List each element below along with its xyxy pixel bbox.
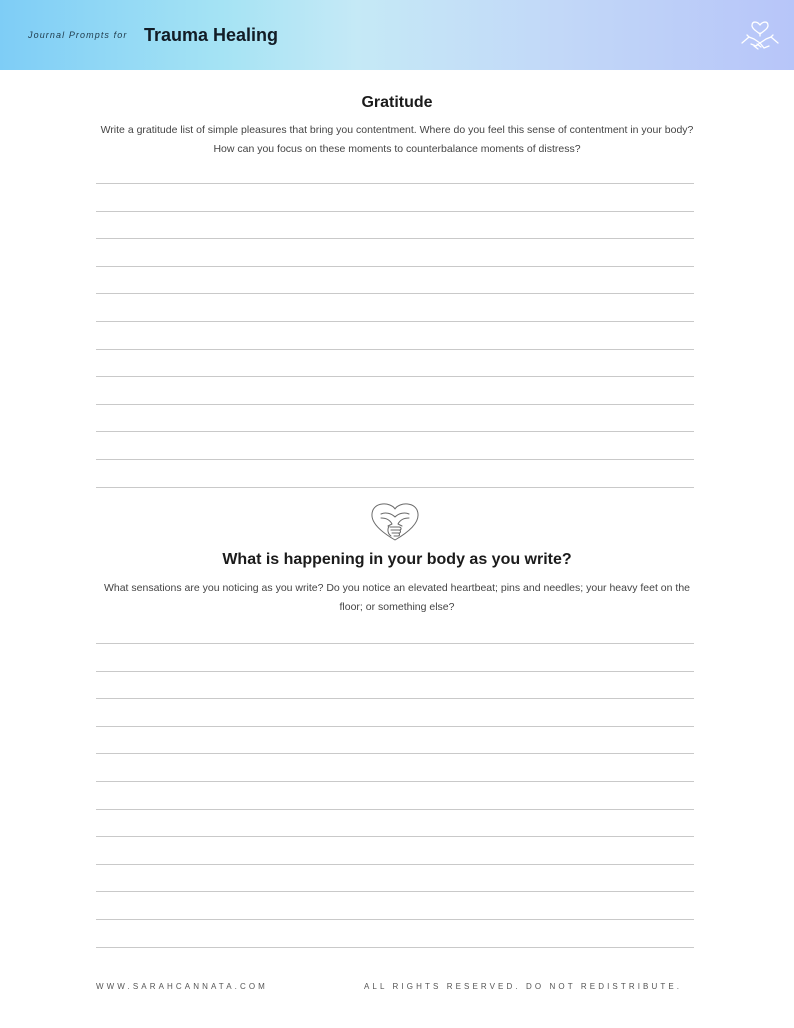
- writing-line[interactable]: [96, 781, 694, 782]
- footer-rights: ALL RIGHTS RESERVED. DO NOT REDISTRIBUTE.: [364, 982, 683, 991]
- section-prompt-gratitude: Write a gratitude list of simple pleasures that bring you contentment. Where do you feel this sense of contentment in your body? How can you focus on these moments to counterbalance moments of distress?: [100, 124, 694, 155]
- writing-line[interactable]: [96, 947, 694, 948]
- writing-line[interactable]: [96, 293, 694, 294]
- writing-line[interactable]: [96, 238, 694, 239]
- writing-line[interactable]: [96, 643, 694, 644]
- writing-line[interactable]: [96, 376, 694, 377]
- writing-line[interactable]: [96, 183, 694, 184]
- heart-hands-icon: [738, 12, 782, 56]
- writing-line[interactable]: [96, 864, 694, 865]
- writing-line[interactable]: [96, 809, 694, 810]
- section-title-gratitude: Gratitude: [361, 94, 433, 111]
- writing-line[interactable]: [96, 836, 694, 837]
- writing-line[interactable]: [96, 459, 694, 460]
- writing-line[interactable]: [96, 487, 694, 488]
- footer-website: WWW.SARAHCANNATA.COM: [96, 982, 268, 991]
- section-prompt-body: What sensations are you noticing as you write? Do you notice an elevated heartbeat; pins and needles; your heavy feet on the floor; or something else?: [103, 582, 691, 613]
- writing-line[interactable]: [96, 726, 694, 727]
- writing-line[interactable]: [96, 211, 694, 212]
- page-header: [0, 0, 794, 70]
- writing-line[interactable]: [96, 919, 694, 920]
- header-title: Trauma Healing: [144, 25, 279, 45]
- writing-line[interactable]: [96, 891, 694, 892]
- section-title-body: What is happening in your body as you write?: [222, 551, 572, 568]
- writing-line[interactable]: [96, 698, 694, 699]
- heart-hug-icon: [369, 500, 421, 542]
- writing-line[interactable]: [96, 266, 694, 267]
- writing-line[interactable]: [96, 753, 694, 754]
- writing-line[interactable]: [96, 349, 694, 350]
- header-subtitle: Journal Prompts for: [28, 30, 128, 40]
- writing-line[interactable]: [96, 671, 694, 672]
- writing-line[interactable]: [96, 431, 694, 432]
- writing-line[interactable]: [96, 404, 694, 405]
- writing-line[interactable]: [96, 321, 694, 322]
